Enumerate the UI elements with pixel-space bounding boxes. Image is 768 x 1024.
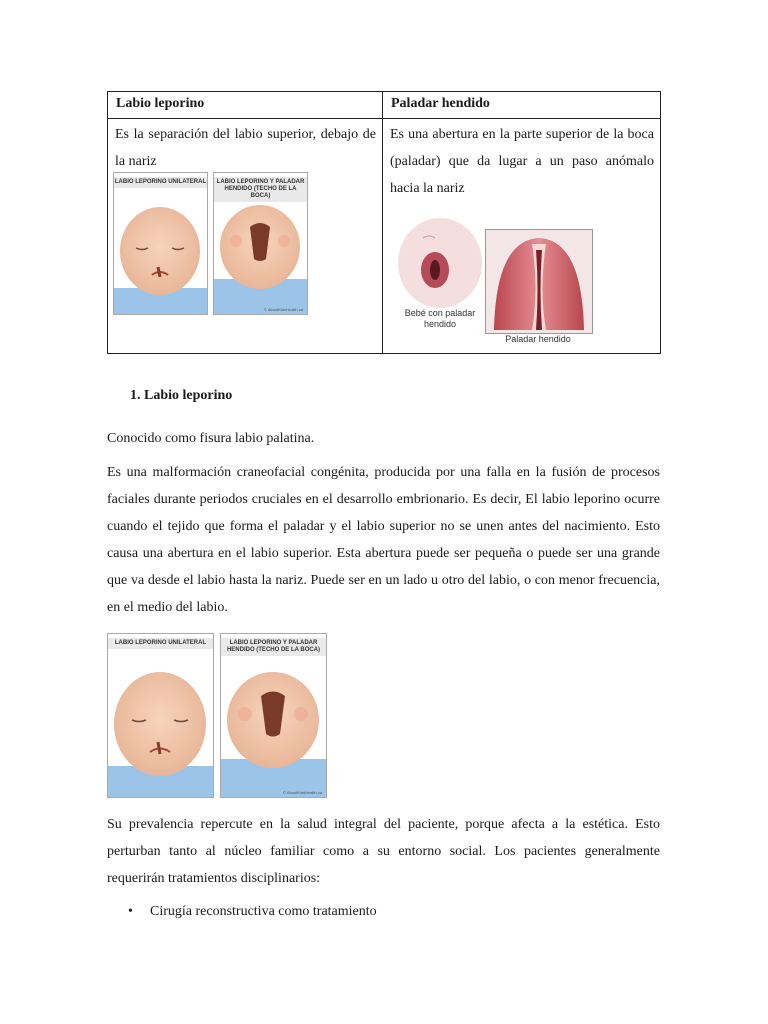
bullet-item [128,904,377,920]
figure-caption: LABIO LEPORINO Y PALADAR HENDIDO (TECHO DE LA BOCA) [221,638,326,656]
baby-cleft-palate-photo [395,208,485,308]
bullet-icon: • [128,904,133,919]
palate-caption: Paladar hendido [505,334,571,344]
baby-caption: Bebé con paladar hendido [404,308,476,329]
figure-cleft-palate-large [220,633,327,798]
bullet-text: Cirugía reconstructiva como tratamiento [150,904,377,919]
watermark: © AboutKidsHealth.ca [283,790,322,795]
palate-closeup-illustration [485,229,593,334]
section-heading: 1. Labio leporino [130,388,233,403]
figure-caption: LABIO LEPORINO UNILATERAL [108,638,213,649]
paragraph-definition: Conocido como fisura labio palatina. [107,431,315,446]
baby-upturned-face-illustration [221,664,326,797]
figure-unilateral-cleft-lip [113,172,208,315]
figure-caption: LABIO LEPORINO UNILATERAL [114,177,207,188]
col1-header: Labio leporino [108,92,383,119]
paragraph-description: Es una malformación craneofacial congénita, producida por una falla en la fusión de procesos faciales durante periodos cruciales en el desarrollo embrionario. Es decir, El labio leporino ocurre cuando el tejido que forma el paladar y el labio superior no se unen antes del nacimiento. Esto causa una abertura en el labio superior. Esta abertura puede ser pequeña o puede ser una grande que va desde el labio hasta la nariz. Puede ser en un lado u otro del labio, o con menor frecuencia, en el medio del labio. [107,465,660,615]
col2-header: Paladar hendido [383,92,661,119]
figure-unilateral-cleft-lip-large [107,633,214,798]
baby-upturned-face-illustration [214,199,307,314]
paragraph-prevalence: Su prevalencia repercute en la salud integral del paciente, porque afecta a la estética. Esto perturban tanto al núcleo familiar como a su entorno social. Los pacientes generalmente requerirán tratamientos disciplinarios: [107,817,660,886]
watermark: © AboutKidsHealth.ca [264,307,303,312]
figure-cleft-palate [213,172,308,315]
figure-caption: LABIO LEPORINO Y PALADAR HENDIDO (TECHO DE LA BOCA) [214,177,307,202]
col2-text: Es una abertura en la parte superior de la boca (paladar) que da lugar a un paso anómalo hacia la nariz [390,127,654,196]
col1-text: Es la separación del labio superior, debajo de la nariz [115,127,376,169]
baby-face-illustration [108,656,213,797]
baby-face-illustration [114,193,207,314]
